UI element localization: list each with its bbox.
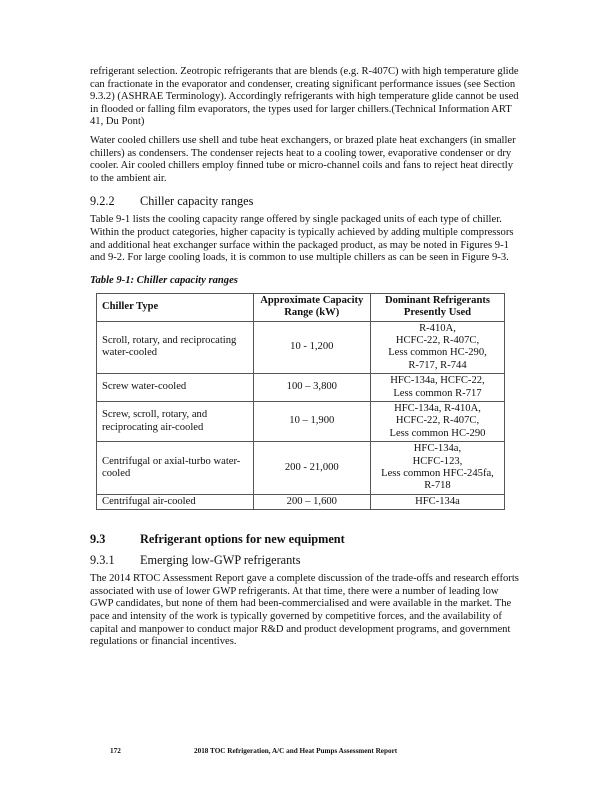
heading-title: Emerging low-GWP refrigerants [140, 553, 301, 568]
heading-9-3 [90, 532, 520, 547]
header-chiller-type: Chiller Type [97, 293, 254, 321]
heading-number: 9.3 [90, 532, 106, 547]
refrigerant-line: HFC-134a, R-410A, [394, 402, 481, 414]
footer-title: 2018 TOC Refrigeration, A/C and Heat Pumps Assessment Report [194, 747, 398, 755]
refrigerant-line: Less common HC-290 [389, 427, 486, 439]
cell-refrigerants [370, 494, 504, 509]
cell-range: 200 - 21,000 [253, 442, 370, 495]
cell-refrigerants [370, 321, 504, 374]
page-footer [110, 747, 397, 755]
cell-refrigerants [370, 442, 504, 495]
table-header-row [97, 293, 505, 321]
cell-type: Screw, scroll, rotary, and reciprocating air-cooled [97, 401, 254, 441]
cell-range: 10 – 1,900 [253, 401, 370, 441]
cell-range: 200 – 1,600 [253, 494, 370, 509]
refrigerant-line: HCFC-22, R-407C, [395, 415, 480, 427]
heading-number: 9.3.1 [90, 553, 115, 568]
cell-type: Centrifugal air-cooled [97, 494, 254, 509]
chiller-capacity-table [96, 293, 505, 511]
heading-9-2-2 [90, 194, 520, 209]
page-content [90, 66, 520, 649]
paragraph-zeotropic: refrigerant selection. Zeotropic refrigerants that are blends (e.g. R-407C) with high temperature glide can fractionate in the evaporator and condenser, creating significant performance issues (see Section 9.3.2) (ASHRAE Terminology). Accordingly refrigerants with high temperature glide cannot be used in flooded or falling film evaporators, the types used for larger chillers.(Technical Information ART 41, Du Pont) [90, 66, 519, 128]
header-refrigerants: Dominant Refrigerants Presently Used [370, 293, 504, 321]
refrigerant-line: R-718 [424, 480, 451, 492]
table-row [97, 442, 505, 495]
heading-9-3-1 [90, 553, 520, 568]
cell-type: Screw water-cooled [97, 374, 254, 402]
cell-refrigerants [370, 401, 504, 441]
cell-refrigerants [370, 374, 504, 402]
refrigerant-line: HCFC-22, R-407C, [395, 334, 480, 346]
heading-number: 9.2.2 [90, 194, 115, 209]
cell-type: Centrifugal or axial-turbo water-cooled [97, 442, 254, 495]
heading-title: Refrigerant options for new equipment [140, 532, 345, 547]
refrigerant-line: R-410A, [419, 322, 456, 334]
refrigerant-line: Less common HC-290, [388, 347, 487, 359]
table-row [97, 494, 505, 509]
table-caption: Table 9-1: Chiller capacity ranges [90, 274, 238, 286]
table-row [97, 401, 505, 441]
paragraph-table-intro: Table 9-1 lists the cooling capacity range offered by single packaged units of each type of chiller. Within the product categories, higher capacity is typically achieved by adding multiple compressors and additional heat exchanger surface within the packaged product, as may be noted in Figures 9-1 and 9-2. For large cooling loads, it is common to use multiple chillers as can be seen in Figure 9-3. [90, 214, 514, 264]
refrigerant-line: Less common HFC-245fa, [381, 468, 494, 479]
cell-type: Scroll, rotary, and reciprocating water-cooled [97, 321, 254, 374]
paragraph-water-cooled: Water cooled chillers use shell and tube heat exchangers, or brazed plate heat exchangers (in smaller chillers) as condensers. The condenser rejects heat to a cooling tower, evaporative condenser or dry cooler. Air cooled chillers employ finned tube or micro-channel coils and fans to reject heat directly to the ambient air. [90, 134, 516, 184]
table-row [97, 374, 505, 402]
page-number: 172 [110, 747, 121, 755]
heading-title: Chiller capacity ranges [140, 194, 254, 209]
refrigerant-line: Less common R-717 [393, 387, 482, 399]
refrigerant-line: R-717, R-744 [408, 359, 467, 371]
refrigerant-line: HFC-134a, [413, 443, 462, 455]
cell-range: 10 - 1,200 [253, 321, 370, 374]
refrigerant-line: HFC-134a, HCFC-22, [390, 375, 485, 387]
table-row [97, 321, 505, 374]
header-capacity-range: Approximate Capacity Range (kW) [253, 293, 370, 321]
refrigerant-line: HFC-134a [415, 495, 460, 507]
refrigerant-line: HCFC-123, [412, 455, 463, 467]
cell-range: 100 – 3,800 [253, 374, 370, 402]
paragraph-rtoc-report: The 2014 RTOC Assessment Report gave a complete discussion of the trade-offs and research efforts associated with use of lower GWP refrigerants. At that time, there were a number of leading low GWP candidates, but none of them had been-commercialised and were available in the market. The pace and intensity of the work is typically governed by competitive forces, and the availability of capital and manpower to conduct major R&D and product development programs, and government regulations or financial incentives. [90, 573, 519, 648]
